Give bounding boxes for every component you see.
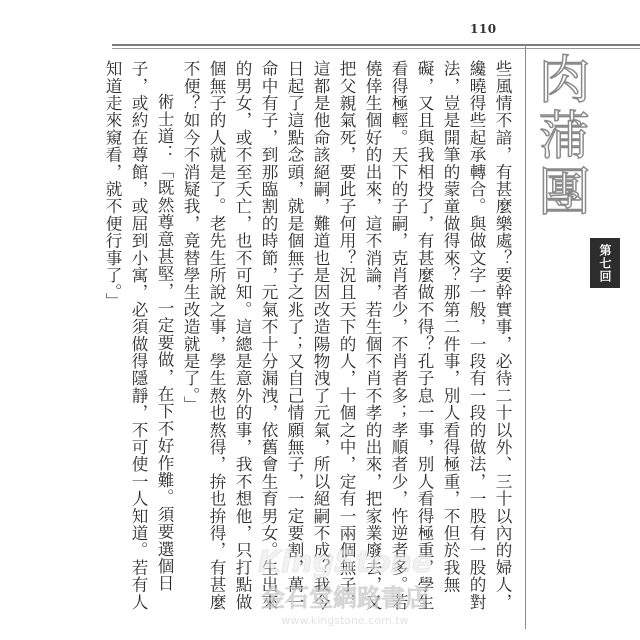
paragraph-2: 術士道：「既然尊意甚堅，一定要做，在下不好作難。須要選個日子，或約在尊館，或屈到小寓，必須做得隱靜，不可使一人知道。若有人知道走來窺看，就不便行事了。」 bbox=[103, 60, 174, 611]
watermark-brand-en: KingStone bbox=[257, 545, 433, 580]
book-title-mark: 肉蒲團 bbox=[529, 52, 589, 220]
paragraph-1: 些風情不諳，有甚麼樂處？要幹實事，必待二十以外、三十以內的婦人，纔曉得些起承轉合。與做文字一般，一段有一段的做法，一股有一股的對法，豈是開筆的蒙童做得來？那第二件事，別人看得極重，不但於我無礙，又且與我相投了，有甚麼做不得？孔子息一事，別人看得極重，學生看得極輕。天下的子嗣，克肖者少，不肖者多；孝順者少，忤逆者多。若僥倖生個好的出來，這不消論，若生個不肖不孝的出來，把家業廢去，又把父親氣死，要此子何用？況且天下的人，十個之中，定有一兩個無子，這都是他命該絕嗣，難道也是因改造陽物洩了元氣，所以絕嗣不成？我今日起了這點念頭，就是個無子之兆了；又自己情願無子，一定要割，萬一命中有子，到那臨割的時節，元氣不十分漏洩，依舊會生育男女。生出來的男女，或不至夭亡，也不可知。這總是意外的事，我不想他，只打點做個無子的人就是了。老先生所說之事，學生熬也熬得，拚也拚得，有甚麼不便？如今不消疑我，竟替學生改造就是了。」 bbox=[181, 60, 512, 611]
header-rule-thin bbox=[112, 48, 640, 49]
body-text bbox=[103, 60, 515, 615]
chapter-tab: 第七回 bbox=[590, 238, 620, 288]
watermark-url: www.kingstone.com.tw bbox=[281, 614, 409, 627]
watermark-brand-zh: 金石堂網路書店 bbox=[261, 583, 429, 612]
page-number: 110 bbox=[470, 22, 497, 36]
margin-divider bbox=[525, 44, 526, 629]
header-rule bbox=[112, 44, 640, 46]
